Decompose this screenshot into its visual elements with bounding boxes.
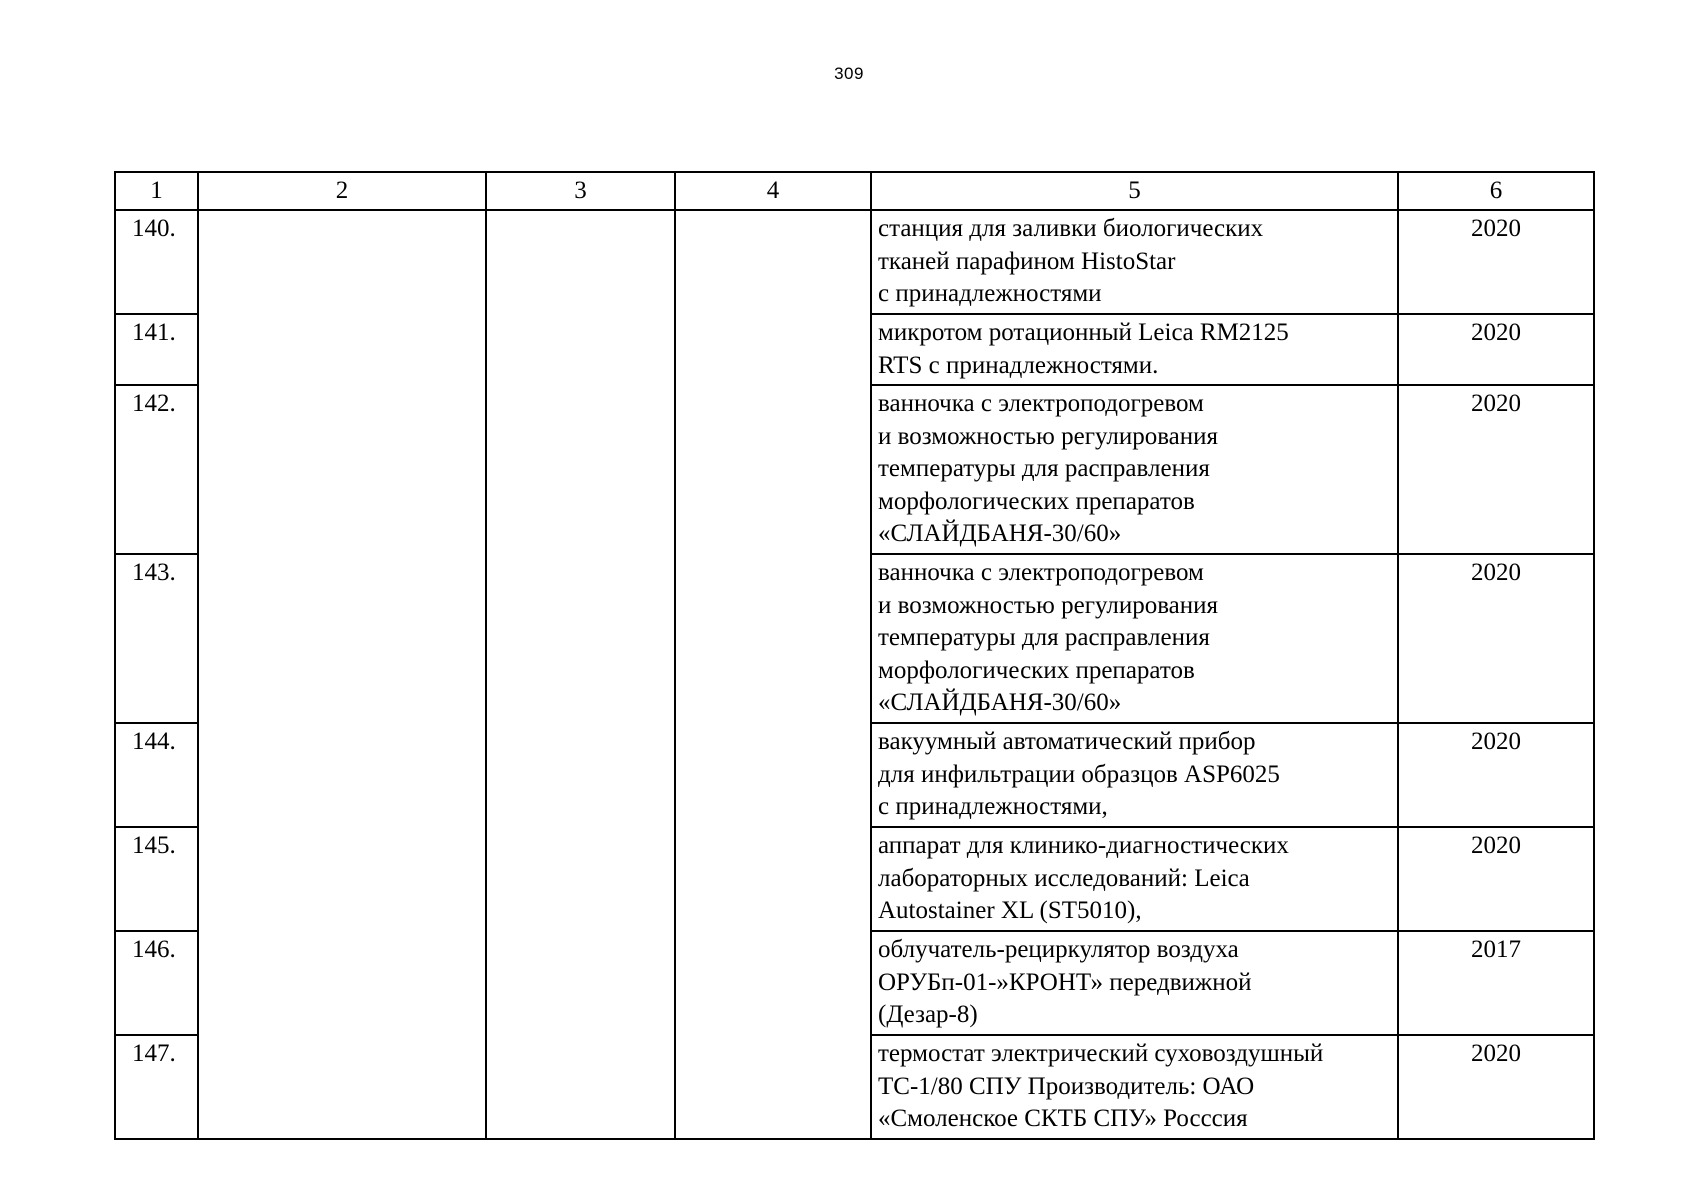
header-cell-4: 4: [675, 172, 871, 210]
equipment-name: вакуумный автоматический прибор для инфильтрации образцов ASP6025 с принадлежностями,: [871, 723, 1398, 827]
equipment-name: облучатель-рециркулятор воздуха ОРУБп-01-»КРОНТ» передвижной (Дезар-8): [871, 931, 1398, 1035]
equipment-year: 2017: [1398, 931, 1594, 1035]
table-header-row: [115, 172, 1594, 210]
equipment-name: аппарат для клинико-диагностических лабораторных исследований: Leica Autostainer XL (ST5010),: [871, 827, 1398, 931]
equipment-name: микротом ротационный Leica RM2125 RTS с принадлежностями.: [871, 314, 1398, 385]
merged-empty-cell-3: [486, 210, 675, 1139]
row-number: 141.: [115, 314, 198, 385]
equipment-year: 2020: [1398, 1035, 1594, 1139]
equipment-table: [114, 171, 1595, 1140]
header-cell-1: 1: [115, 172, 198, 210]
header-cell-6: 6: [1398, 172, 1594, 210]
row-number: 142.: [115, 385, 198, 554]
header-cell-2: 2: [198, 172, 486, 210]
row-number: 143.: [115, 554, 198, 723]
row-number: 146.: [115, 931, 198, 1035]
equipment-year: 2020: [1398, 827, 1594, 931]
header-cell-3: 3: [486, 172, 675, 210]
equipment-name: термостат электрический суховоздушный ТС-1/80 СПУ Производитель: ОАО «Смоленское СКТБ СПУ» Росссия: [871, 1035, 1398, 1139]
equipment-year: 2020: [1398, 210, 1594, 314]
equipment-year: 2020: [1398, 385, 1594, 554]
equipment-year: 2020: [1398, 554, 1594, 723]
row-number: 140.: [115, 210, 198, 314]
equipment-name: станция для заливки биологических тканей парафином HistoStar с принадлежностями: [871, 210, 1398, 314]
row-number: 144.: [115, 723, 198, 827]
header-cell-5: 5: [871, 172, 1398, 210]
equipment-year: 2020: [1398, 723, 1594, 827]
equipment-year: 2020: [1398, 314, 1594, 385]
merged-empty-cell-4: [675, 210, 871, 1139]
merged-empty-cell-2: [198, 210, 486, 1139]
row-number: 145.: [115, 827, 198, 931]
row-number: 147.: [115, 1035, 198, 1139]
page-number: 309: [834, 64, 864, 83]
equipment-name: ванночка с электроподогревом и возможностью регулирования температуры для расправления морфологических препаратов «СЛАЙДБАНЯ-30/60»: [871, 385, 1398, 554]
table-row: [115, 210, 1594, 314]
equipment-name: ванночка с электроподогревом и возможностью регулирования температуры для расправления морфологических препаратов «СЛАЙДБАНЯ-30/60»: [871, 554, 1398, 723]
